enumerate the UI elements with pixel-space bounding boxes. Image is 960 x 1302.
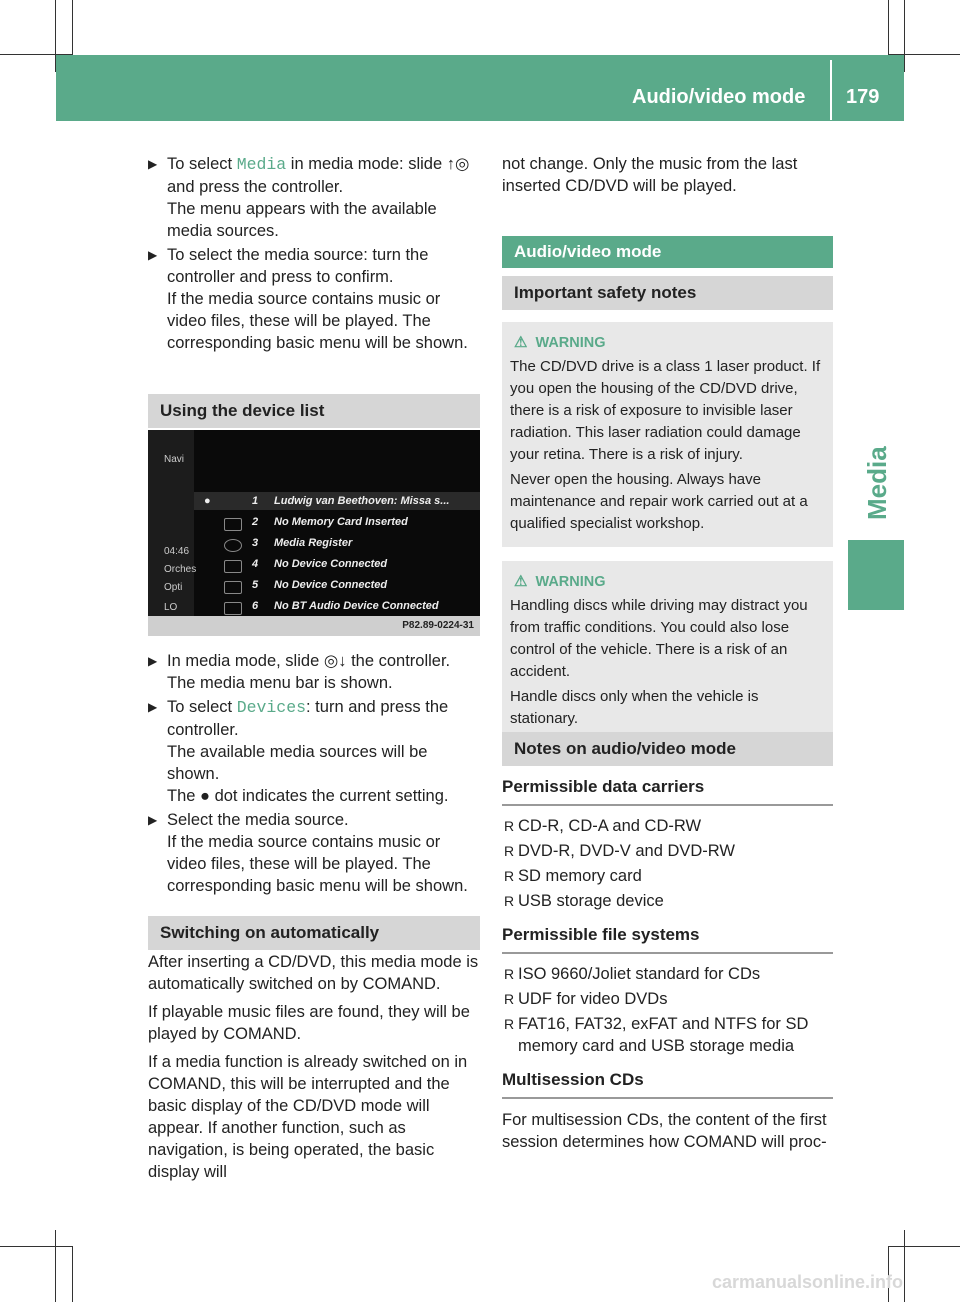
- list-item: R USB storage device: [504, 892, 664, 910]
- step-result: The media menu bar is shown.: [167, 674, 393, 692]
- device-list-section: [148, 394, 480, 428]
- device-row: 4 No Device Connected: [252, 558, 388, 570]
- warning-box: ⚠ WARNING The CD/DVD drive is a class 1 laser product. If you open the housing of the CD/DVD drive, there is a risk of exposure to invisible laser radiation. This laser radiation could damage your retina. There is a risk of injury. Never open the housing. Always have maintenance and repair work carried out at a qualified specialist workshop.: [502, 322, 833, 547]
- device-row: 1 Ludwig van Beethoven: Missa s...: [252, 495, 450, 507]
- subsection-heading: Permissible data carriers: [502, 776, 833, 806]
- crop-mark: [904, 0, 905, 72]
- memory-card-icon: [224, 518, 242, 531]
- section-heading: Switching on automatically: [148, 916, 480, 950]
- crop-mark: [55, 1230, 56, 1302]
- list-item: R DVD-R, DVD-V and DVD-RW: [504, 842, 735, 860]
- list-item: R SD memory card: [504, 867, 642, 885]
- device-row: 2 No Memory Card Inserted: [252, 516, 408, 528]
- menu-keyword: Media: [236, 155, 287, 174]
- crop-mark: [72, 0, 73, 56]
- instruction-step: ▶ Select the media source. If the media source contains music or video files, these will be played. The corresponding basic menu will be shown.: [148, 809, 482, 897]
- device-list-screenshot: [148, 430, 480, 636]
- device-row: [204, 495, 226, 507]
- step-result: The ● dot indicates the current setting.: [167, 787, 449, 805]
- notes-section: [502, 732, 833, 1153]
- instruction-step: ▶ To select the media source: turn the controller and press to confirm. If the media source contains music or video files, these will be played. The corresponding basic menu will be shown.: [148, 244, 482, 354]
- warning-triangle-icon: ⚠: [514, 573, 528, 590]
- side-tab-label: Media: [862, 446, 892, 520]
- paragraph: not change. Only the music from the last inserted CD/DVD will be played.: [502, 155, 798, 195]
- section-heading: Using the device list: [148, 394, 480, 428]
- list-item: R UDF for video DVDs: [504, 990, 668, 1008]
- step-result: The available media sources will be shown.: [167, 743, 428, 783]
- crop-mark: [888, 0, 889, 56]
- left-column-top: [148, 153, 482, 356]
- side-tab-marker: [848, 540, 904, 610]
- header-title: Audio/video mode: [632, 86, 806, 108]
- step-result: If the media source contains music or video files, these will be played. The corresponding basic menu will be shown.: [167, 833, 468, 895]
- paragraph: If playable music files are found, they will be played by COMAND.: [148, 1003, 470, 1043]
- step-result: The menu appears with the available media sources.: [167, 200, 437, 240]
- header-divider: [830, 60, 832, 120]
- step-result: If the media source contains music or video files, these will be played. The corresponding basic menu will be shown.: [167, 290, 468, 352]
- step-arrow-icon: ▶: [148, 813, 158, 827]
- warning-box: ⚠ WARNING Handling discs while driving may distract you from traffic conditions. You could also lose control of the vehicle. There is a risk of an accident. Handle discs only when the vehicle is stationary.: [502, 561, 833, 742]
- step-arrow-icon: ▶: [148, 157, 158, 171]
- menu-keyword: Devices: [236, 698, 307, 717]
- paragraph: For multisession CDs, the content of the first session determines how COMAND will proc-: [502, 1111, 827, 1151]
- crop-mark: [888, 1246, 960, 1247]
- crop-mark: [904, 1230, 905, 1302]
- switching-body: [148, 951, 482, 1183]
- paragraph: If a media function is already switched on in COMAND, this will be interrupted and the basic display of the CD/DVD mode will appear. If another function, such as navigation, is being operated, the basic display will: [148, 1053, 468, 1181]
- list-item: R FAT16, FAT32, exFAT and NTFS for SD memory card and USB storage media: [504, 1015, 809, 1055]
- device-row: 6 No BT Audio Device Connected: [252, 600, 439, 612]
- step-arrow-icon: ▶: [148, 248, 158, 262]
- subsection-heading: Permissible file systems: [502, 924, 833, 954]
- section-heading: Notes on audio/video mode: [502, 732, 833, 766]
- right-column-top: [502, 153, 833, 197]
- filesystems-list: [502, 963, 833, 1057]
- disc-icon: [224, 539, 242, 552]
- instruction-step: ▶ In media mode, slide ◎↓ the controller. The media menu bar is shown.: [148, 650, 482, 694]
- audio-video-section: [502, 236, 833, 742]
- figure-code: P82.89-0224-31: [402, 620, 474, 631]
- section-heading: Audio/video mode: [502, 236, 833, 268]
- paragraph: After inserting a CD/DVD, this media mode is automatically switched on by COMAND.: [148, 953, 479, 993]
- screenshot-caption-bar: [148, 616, 480, 636]
- usb-device-icon: [224, 560, 242, 573]
- crop-mark: [72, 1246, 73, 1302]
- controller-slide-up-icon: ↑◎: [446, 155, 470, 173]
- warning-triangle-icon: ⚠: [514, 334, 528, 351]
- instruction-step: ▶ To select Media in media mode: slide ↑◎ and press the controller. The menu appears with the available media sources.: [148, 153, 482, 242]
- subsection-heading: Multisession CDs: [502, 1069, 833, 1099]
- list-item: R CD-R, CD-A and CD-RW: [504, 817, 702, 835]
- step-arrow-icon: ▶: [148, 700, 158, 714]
- carriers-list: [502, 815, 833, 912]
- step-arrow-icon: ▶: [148, 654, 158, 668]
- bluetooth-device-icon: [224, 602, 242, 615]
- dot-icon: ●: [200, 787, 210, 805]
- left-column-middle: [148, 650, 482, 899]
- screen-sidebar: Navi 04:46 Orches Opti LO: [148, 430, 194, 616]
- watermark: carmanualsonline.info: [712, 1272, 904, 1292]
- page-number: 179: [846, 86, 880, 108]
- subsection-heading: Important safety notes: [502, 276, 833, 310]
- instruction-step: ▶ To select Devices: turn and press the controller. The available media sources will be shown. The ● dot indicates the current setting.: [148, 696, 482, 807]
- device-row: 3 Media Register: [252, 537, 353, 549]
- list-item: R ISO 9660/Joliet standard for CDs: [504, 965, 761, 983]
- controller-slide-down-icon: ◎↓: [323, 652, 347, 670]
- current-setting-dot-icon: ●: [204, 495, 211, 507]
- device-row: 5 No Device Connected: [252, 579, 388, 591]
- usb-device-icon: [224, 581, 242, 594]
- crop-mark: [0, 1246, 72, 1247]
